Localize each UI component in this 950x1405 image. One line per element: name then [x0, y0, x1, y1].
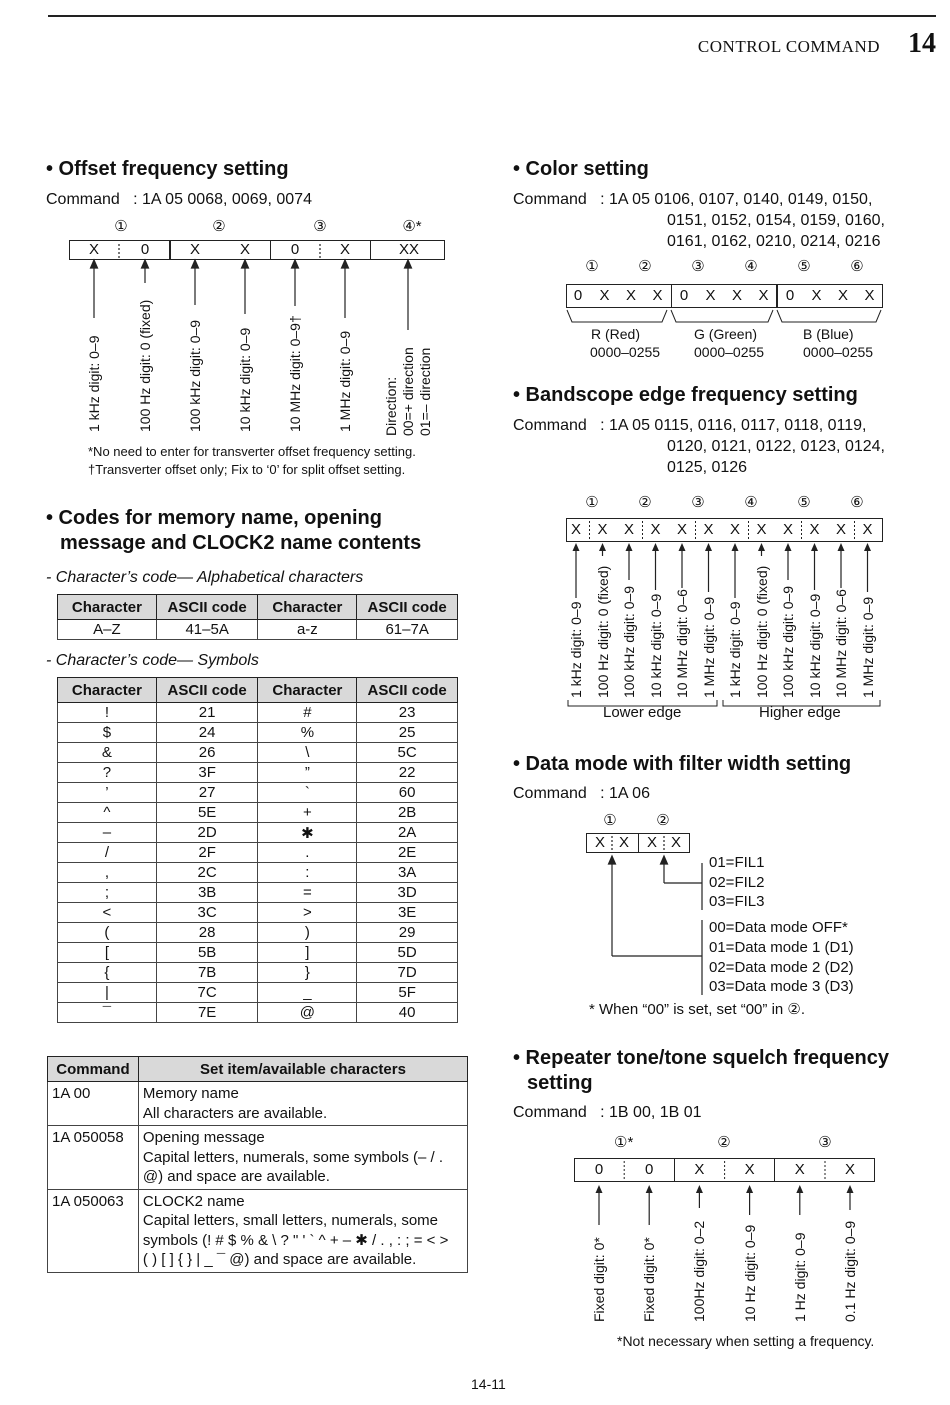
table-cell: 7C [156, 983, 258, 1003]
datamode-command: Command : 1A 06 [513, 785, 650, 802]
table-cell: 26 [156, 743, 258, 763]
bandscope-command-2: 0120, 0121, 0122, 0123, 0124, [667, 438, 885, 455]
table-cell: 3B [156, 883, 258, 903]
repeater-cell: X [844, 1161, 855, 1178]
offset-marker-1: ① [114, 218, 128, 235]
color-marker-3: ③ [691, 258, 705, 275]
lower-edge-label: Lower edge [603, 704, 682, 721]
table-cell: 40 [357, 1003, 458, 1023]
color-marker-6: ⑥ [850, 258, 864, 275]
color-command-3: 0161, 0162, 0210, 0214, 0216 [667, 233, 881, 250]
table-cell: ’ [58, 783, 157, 803]
table-cell: a-z [258, 620, 357, 640]
col-character: Character [58, 595, 157, 620]
table-cell: ! [58, 703, 157, 723]
table-cell: ? [58, 763, 157, 783]
band-label-10: 10 kHz digit: 0–9 [806, 593, 823, 698]
color-cell: X [705, 287, 716, 304]
band-cell: X [835, 521, 846, 538]
table-cell: A–Z [58, 620, 157, 640]
table-cell: / [58, 843, 157, 863]
repeater-cell: 0 [594, 1161, 604, 1178]
alpha-caption: - Character’s code— Alphabetical characters [46, 569, 364, 586]
table-cell: _ [258, 983, 357, 1003]
offset-label-4: 10 kHz digit: 0–9 [237, 327, 253, 432]
table-cell: } [258, 963, 357, 983]
offset-cell: 0 [140, 241, 150, 258]
color-g-name: G (Green) [694, 326, 758, 342]
table-cell: 22 [357, 763, 458, 783]
datamode-cell: X [670, 834, 681, 851]
offset-marker-3: ③ [313, 218, 327, 235]
table-cell: 7D [357, 963, 458, 983]
offset-title: • Offset frequency setting [46, 158, 289, 180]
col-ascii: ASCII code [156, 595, 258, 620]
color-cell: X [864, 287, 875, 304]
table-cell: 25 [357, 723, 458, 743]
table-cell: 5E [156, 803, 258, 823]
offset-cell: 0 [290, 241, 300, 258]
offset-command: Command : 1A 05 0068, 0069, 0074 [46, 191, 312, 208]
table-cell: 2F [156, 843, 258, 863]
offset-marker-2: ② [212, 218, 226, 235]
table-cell: ( [58, 923, 157, 943]
repeater-marker-1: ①* [614, 1134, 634, 1151]
table-cell: 5B [156, 943, 258, 963]
table-cell: 2B [357, 803, 458, 823]
table-cell: ] [258, 943, 357, 963]
color-b-range: 0000–0255 [803, 344, 874, 360]
table-cell: ^ [58, 803, 157, 823]
table-cell: 2E [357, 843, 458, 863]
offset-label-1: 1 kHz digit: 0–9 [86, 335, 102, 432]
bandscope-title: • Bandscope edge frequency setting [513, 384, 858, 406]
col-ascii: ASCII code [357, 678, 458, 703]
color-marker-5: ⑤ [797, 258, 811, 275]
set-item-line: All characters are available. [142, 1104, 328, 1122]
color-marker-1: ① [585, 258, 599, 275]
table-cell: { [58, 963, 157, 983]
color-marker-2: ② [638, 258, 652, 275]
repeater-command: Command : 1B 00, 1B 01 [513, 1104, 702, 1121]
col-character: Character [58, 678, 157, 703]
table-cell: ✱ [258, 823, 357, 843]
table-cell: 29 [357, 923, 458, 943]
table-cell: , [58, 863, 157, 883]
band-cell: X [756, 521, 767, 538]
offset-direction-3: 01=– direction [417, 347, 433, 436]
filter-1: 01=FIL1 [709, 854, 765, 871]
repeater-label-1: Fixed digit: 0* [591, 1237, 607, 1322]
command-cell: 1A 00 [48, 1082, 139, 1126]
set-item-line: Capital letters, numerals, some symbols (– / . [142, 1148, 444, 1166]
offset-cell: X [189, 241, 200, 258]
color-cell: 0 [679, 287, 689, 304]
bandscope-command: Command : 1A 05 0115, 0116, 0117, 0118, 0119, [513, 417, 867, 434]
set-item-line: Opening message [142, 1129, 265, 1146]
filter-2: 02=FIL2 [709, 874, 765, 891]
set-item-line: Capital letters, small letters, numerals, some [142, 1212, 439, 1229]
repeater-cell: X [794, 1161, 805, 1178]
table-cell: 61–7A [357, 620, 458, 640]
table-cell: 60 [357, 783, 458, 803]
set-item-line: ( ) [ ] { } | _ ¯ @) and space are available. [142, 1251, 417, 1268]
repeater-cell: X [694, 1161, 705, 1178]
filter-3: 03=FIL3 [709, 893, 765, 910]
color-b-name: B (Blue) [803, 326, 854, 342]
table-cell: ) [258, 923, 357, 943]
datamode-cell: X [618, 834, 629, 851]
table-cell: 28 [156, 923, 258, 943]
table-cell: # [258, 703, 357, 723]
repeater-cell: X [744, 1161, 755, 1178]
color-g-range: 0000–0255 [694, 344, 765, 360]
command-cell: 1A 050063 [48, 1189, 139, 1272]
page-number: 14-11 [471, 1376, 506, 1392]
offset-marker-4: ④* [402, 218, 422, 235]
repeater-title-2: setting [527, 1072, 593, 1094]
band-label-7: 1 kHz digit: 0–9 [727, 601, 743, 698]
repeater-label-5: 1 Hz digit: 0–9 [791, 1232, 808, 1322]
table-cell: 27 [156, 783, 258, 803]
table-cell: ¯ [58, 1003, 157, 1023]
set-item-line: Memory name [142, 1085, 239, 1102]
color-cell: X [652, 287, 663, 304]
band-label-12: 1 MHz digit: 0–9 [859, 596, 876, 698]
offset-cell: X [339, 241, 350, 258]
repeater-label-2: Fixed digit: 0* [641, 1237, 658, 1322]
col-character: Character [258, 678, 357, 703]
table-cell: 24 [156, 723, 258, 743]
offset-cell: X [239, 241, 250, 258]
table-cell: = [258, 883, 357, 903]
repeater-title-1: • Repeater tone/tone squelch frequency [513, 1047, 889, 1069]
color-title: • Color setting [513, 158, 649, 180]
band-marker-1: ① [585, 494, 599, 511]
datamode-cell: X [594, 834, 605, 851]
band-marker-6: ⑥ [850, 494, 864, 511]
band-cell: X [623, 521, 634, 538]
mode-1: 01=Data mode 1 (D1) [709, 939, 854, 956]
table-cell: [ [58, 943, 157, 963]
datamode-marker-1: ① [603, 812, 617, 829]
table-cell: & [58, 743, 157, 763]
table-cell: 5F [357, 983, 458, 1003]
table-cell: % [258, 723, 357, 743]
offset-direction-2: 00=+ direction [400, 347, 416, 436]
band-cell: X [729, 521, 740, 538]
table-cell: \ [258, 743, 357, 763]
color-command-2: 0151, 0152, 0154, 0159, 0160, [667, 212, 885, 229]
command-cell: 1A 050058 [48, 1126, 139, 1190]
table-cell: 5D [357, 943, 458, 963]
band-cell: X [782, 521, 793, 538]
col-ascii: ASCII code [156, 678, 258, 703]
table-cell: < [58, 903, 157, 923]
band-label-4: 10 kHz digit: 0–9 [647, 593, 664, 698]
table-cell: 3C [156, 903, 258, 923]
band-cell: X [570, 521, 581, 538]
codes-title-1: • Codes for memory name, opening [46, 507, 382, 529]
set-item-line: @) and space are available. [142, 1168, 330, 1185]
color-cell: X [837, 287, 848, 304]
datamode-cell: X [646, 834, 657, 851]
table-cell: + [258, 803, 357, 823]
table-cell: : [258, 863, 357, 883]
offset-direction-1: Direction: [383, 376, 399, 436]
color-marker-4: ④ [744, 258, 758, 275]
mode-2: 02=Data mode 2 (D2) [709, 959, 854, 976]
table-cell: ` [258, 783, 357, 803]
datamode-note: * When “00” is set, set “00” in ②. [589, 1001, 806, 1018]
color-cell: X [731, 287, 742, 304]
table-cell: 2D [156, 823, 258, 843]
table-cell: 2C [156, 863, 258, 883]
offset-note-1: *No need to enter for transverter offset frequency setting. [88, 444, 416, 459]
band-label-6: 1 MHz digit: 0–9 [700, 596, 717, 698]
band-cell: X [809, 521, 820, 538]
repeater-marker-2: ② [717, 1134, 731, 1151]
table-cell: | [58, 983, 157, 1003]
band-cell: X [676, 521, 687, 538]
table-cell: . [258, 843, 357, 863]
color-cell: X [625, 287, 636, 304]
table-cell: 3E [357, 903, 458, 923]
col-character: Character [258, 595, 357, 620]
set-item-line: symbols (! # $ % & \ ? " ' ` ^ + – ✱ / . , : ; = < > [142, 1231, 449, 1249]
repeater-label-6: 0.1 Hz digit: 0–9 [842, 1220, 858, 1322]
band-label-5: 10 MHz digit: 0–6 [674, 589, 690, 698]
repeater-cell: 0 [645, 1161, 654, 1178]
mode-0: 00=Data mode OFF* [709, 919, 848, 936]
table-cell: $ [58, 723, 157, 743]
col-command: Command [48, 1057, 139, 1082]
band-marker-2: ② [638, 494, 652, 511]
repeater-marker-3: ③ [818, 1134, 832, 1151]
col-set-item: Set item/available characters [138, 1057, 467, 1082]
band-label-1: 1 kHz digit: 0–9 [568, 601, 584, 698]
header-title: CONTROL COMMAND [697, 37, 880, 56]
band-cell: X [703, 521, 714, 538]
band-label-8: 100 Hz digit: 0 (fixed) [753, 565, 770, 698]
color-r-range: 0000–0255 [590, 344, 661, 360]
table-cell: 21 [156, 703, 258, 723]
band-marker-3: ③ [691, 494, 705, 511]
band-cell: X [862, 521, 873, 538]
offset-cell: XX [398, 241, 419, 258]
table-cell: ; [58, 883, 157, 903]
repeater-note: *Not necessary when setting a frequency. [617, 1333, 875, 1349]
table-cell: 3D [357, 883, 458, 903]
table-cell: 5C [357, 743, 458, 763]
table-cell: @ [258, 1003, 357, 1023]
band-marker-5: ⑤ [797, 494, 811, 511]
datamode-marker-2: ② [656, 812, 670, 829]
higher-edge-label: Higher edge [759, 704, 841, 721]
chapter-number: 14 [908, 28, 936, 59]
band-label-2: 100 Hz digit: 0 (fixed) [594, 565, 611, 698]
color-cell: 0 [573, 287, 583, 304]
offset-label-5: 10 MHz digit: 0–9† [287, 315, 303, 432]
table-cell: 3F [156, 763, 258, 783]
color-command: Command : 1A 05 0106, 0107, 0140, 0149, 0150, [513, 191, 873, 208]
repeater-label-4: 10 Hz digit: 0–9 [741, 1224, 758, 1322]
sym-caption: - Character’s code— Symbols [46, 652, 259, 669]
col-ascii: ASCII code [357, 595, 458, 620]
mode-3: 03=Data mode 3 (D3) [709, 978, 854, 995]
set-item-line: CLOCK2 name [142, 1192, 245, 1210]
color-cell: 0 [785, 287, 795, 304]
table-cell: 41–5A [156, 620, 258, 640]
repeater-label-3: 100Hz digit: 0–2 [691, 1220, 708, 1322]
color-cell: X [599, 287, 610, 304]
table-cell: 2A [357, 823, 458, 843]
bandscope-command-3: 0125, 0126 [667, 459, 748, 476]
offset-label-2: 100 Hz digit: 0 (fixed) [137, 299, 153, 432]
offset-note-2: †Transverter offset only; Fix to ‘0’ for split offset setting. [88, 462, 406, 477]
color-r-name: R (Red) [591, 326, 641, 342]
band-label-3: 100 kHz digit: 0–9 [621, 585, 637, 698]
offset-label-6: 1 MHz digit: 0–9 [337, 330, 353, 432]
table-cell: 23 [357, 703, 458, 723]
color-cell: X [811, 287, 822, 304]
band-label-9: 100 kHz digit: 0–9 [780, 585, 796, 698]
datamode-title: • Data mode with filter width setting [513, 753, 852, 775]
offset-cell: X [88, 241, 99, 258]
band-cell: X [650, 521, 661, 538]
table-cell: > [258, 903, 357, 923]
codes-title-2: message and CLOCK2 name contents [60, 532, 422, 554]
color-cell: X [758, 287, 769, 304]
table-cell: – [58, 823, 157, 843]
offset-label-3: 100 kHz digit: 0–9 [187, 319, 203, 432]
band-marker-4: ④ [744, 494, 758, 511]
band-cell: X [597, 521, 608, 538]
table-cell: 3A [357, 863, 458, 883]
table-cell: ” [258, 763, 357, 783]
table-cell: 7E [156, 1003, 258, 1023]
table-cell: 7B [156, 963, 258, 983]
band-label-11: 10 MHz digit: 0–6 [833, 589, 849, 698]
